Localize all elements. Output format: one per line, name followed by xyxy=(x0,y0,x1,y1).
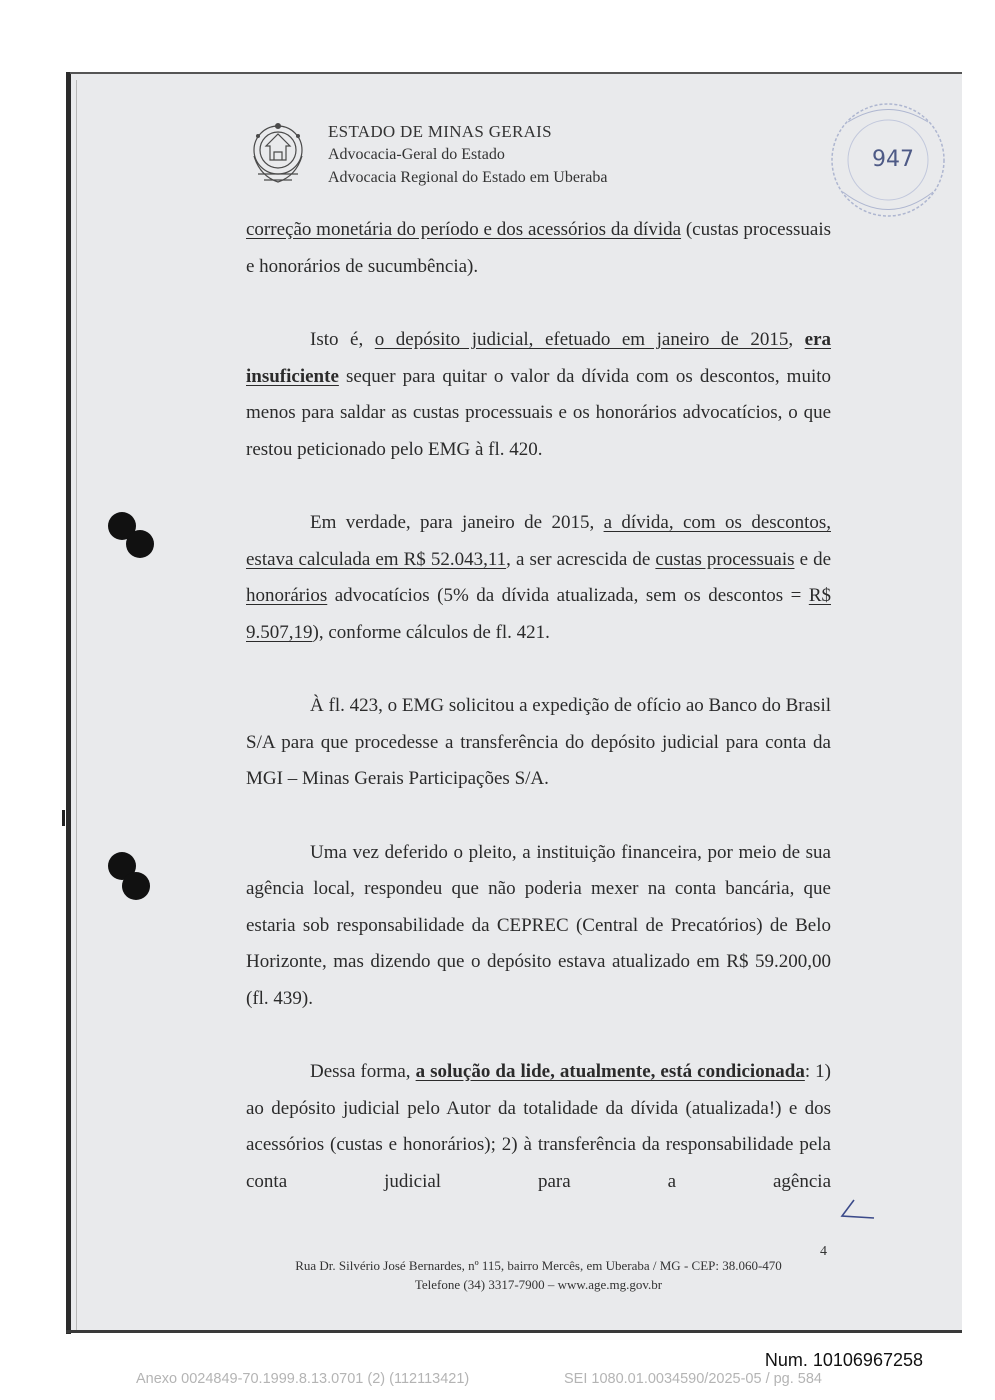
p2-text-1: Isto é, xyxy=(310,329,375,350)
p3-underlined-1: a dívida, com os descontos, estava calculada em R$ 52.043,11 xyxy=(246,512,831,570)
p3-underlined-3: honorários xyxy=(246,585,328,606)
annex-reference: Anexo 0024849-70.1999.8.13.0701 (2) (112113421) xyxy=(136,1371,470,1387)
scan-border-inner xyxy=(76,80,77,1330)
scan-border-bottom xyxy=(66,1330,962,1333)
paragraph-6 xyxy=(246,1054,831,1200)
p1-underlined: correção monetária do período e dos acessórios da dívida xyxy=(246,219,682,240)
paragraph-3 xyxy=(246,505,831,651)
letterhead-office: Advocacia Regional do Estado em Uberaba xyxy=(328,169,608,186)
scan-mark xyxy=(62,810,65,826)
scan-border-left xyxy=(66,72,71,1334)
scan-border-top xyxy=(70,72,962,74)
court-stamp-icon xyxy=(808,92,958,232)
page-footer xyxy=(246,1256,831,1294)
letterhead-state: ESTADO DE MINAS GERAIS xyxy=(328,122,552,141)
p3-text-1: Em verdade, para janeiro de 2015, xyxy=(310,512,604,533)
p1-text: (custas processuais e honorários de sucumbência). xyxy=(246,219,831,277)
p3-underlined-4: R$ 9.507,19 xyxy=(246,585,831,643)
paragraph-1 xyxy=(246,212,831,285)
p2-text-2: , xyxy=(788,329,805,350)
document-body xyxy=(246,212,831,1200)
paragraph-2 xyxy=(246,322,831,468)
letterhead xyxy=(328,120,607,189)
sei-reference: SEI 1080.01.0034590/2025-05 / pg. 584 xyxy=(564,1371,822,1387)
document-number: Num. 10106967258 xyxy=(764,1350,923,1370)
p3-text-3: e de xyxy=(794,548,831,570)
p2-underlined: o depósito judicial, efetuado em janeiro de 2015 xyxy=(374,329,789,350)
p3-underlined-2: custas processuais xyxy=(655,548,795,570)
punch-hole xyxy=(126,530,154,558)
p3-text-4: advocatícios (5% da dívida atualizada, sem os descontos = xyxy=(327,585,809,606)
paragraph-5 xyxy=(246,835,831,1018)
footer-address: Rua Dr. Silvério José Bernardes, nº 115, bairro Mercês, em Uberaba / MG - CEP: 38.060-470 xyxy=(295,1258,782,1273)
stamp-folio: 947 xyxy=(872,147,914,172)
p2-bold: era insuficiente xyxy=(246,329,832,387)
letterhead-agency: Advocacia-Geral do Estado xyxy=(328,146,505,163)
page-number: 4 xyxy=(820,1244,827,1259)
p5-text: Uma vez deferido o pleito, a instituição financeira, por meio de sua agência local, respondeu que não poderia mexer na conta bancária, que estaria sob responsabilidade da CEPREC (Central de Precatórios) de Belo Horizonte, mas dizendo que o depósito estava atualizado em R$ 59.200,00 (fl. 439). xyxy=(246,841,831,1009)
p3-text-5: ), conforme cálculos de fl. 421. xyxy=(312,621,550,643)
p4-text: À fl. 423, o EMG solicitou a expedição de ofício ao Banco do Brasil S/A para que procedesse a transferência do depósito judicial para conta da MGI – Minas Gerais Participações S/A. xyxy=(246,695,831,789)
coat-of-arms-icon xyxy=(246,116,310,190)
p6-text-1: Dessa forma, xyxy=(310,1061,416,1082)
p6-text-2: : 1) ao depósito judicial pelo Autor da totalidade da dívida (atualizada!) e dos acessórios (custas e honorários); 2) à transferência da responsabilidade pela conta judicial para a agência xyxy=(246,1061,832,1192)
p2-text-3: sequer para quitar o valor da dívida com os descontos, muito menos para saldar as custas processuais e os honorários advocatícios, o que restou peticionado pelo EMG à fl. 420. xyxy=(246,365,831,460)
punch-hole xyxy=(122,872,150,900)
p3-text-2: , a ser acrescida de xyxy=(506,548,656,570)
p6-bold: a solução da lide, atualmente, está condicionada xyxy=(415,1061,805,1082)
paragraph-4 xyxy=(246,688,831,798)
rubric-mark-icon xyxy=(838,1196,878,1226)
footer-phone: Telefone (34) 3317-7900 – www.age.mg.gov.br xyxy=(414,1277,663,1292)
